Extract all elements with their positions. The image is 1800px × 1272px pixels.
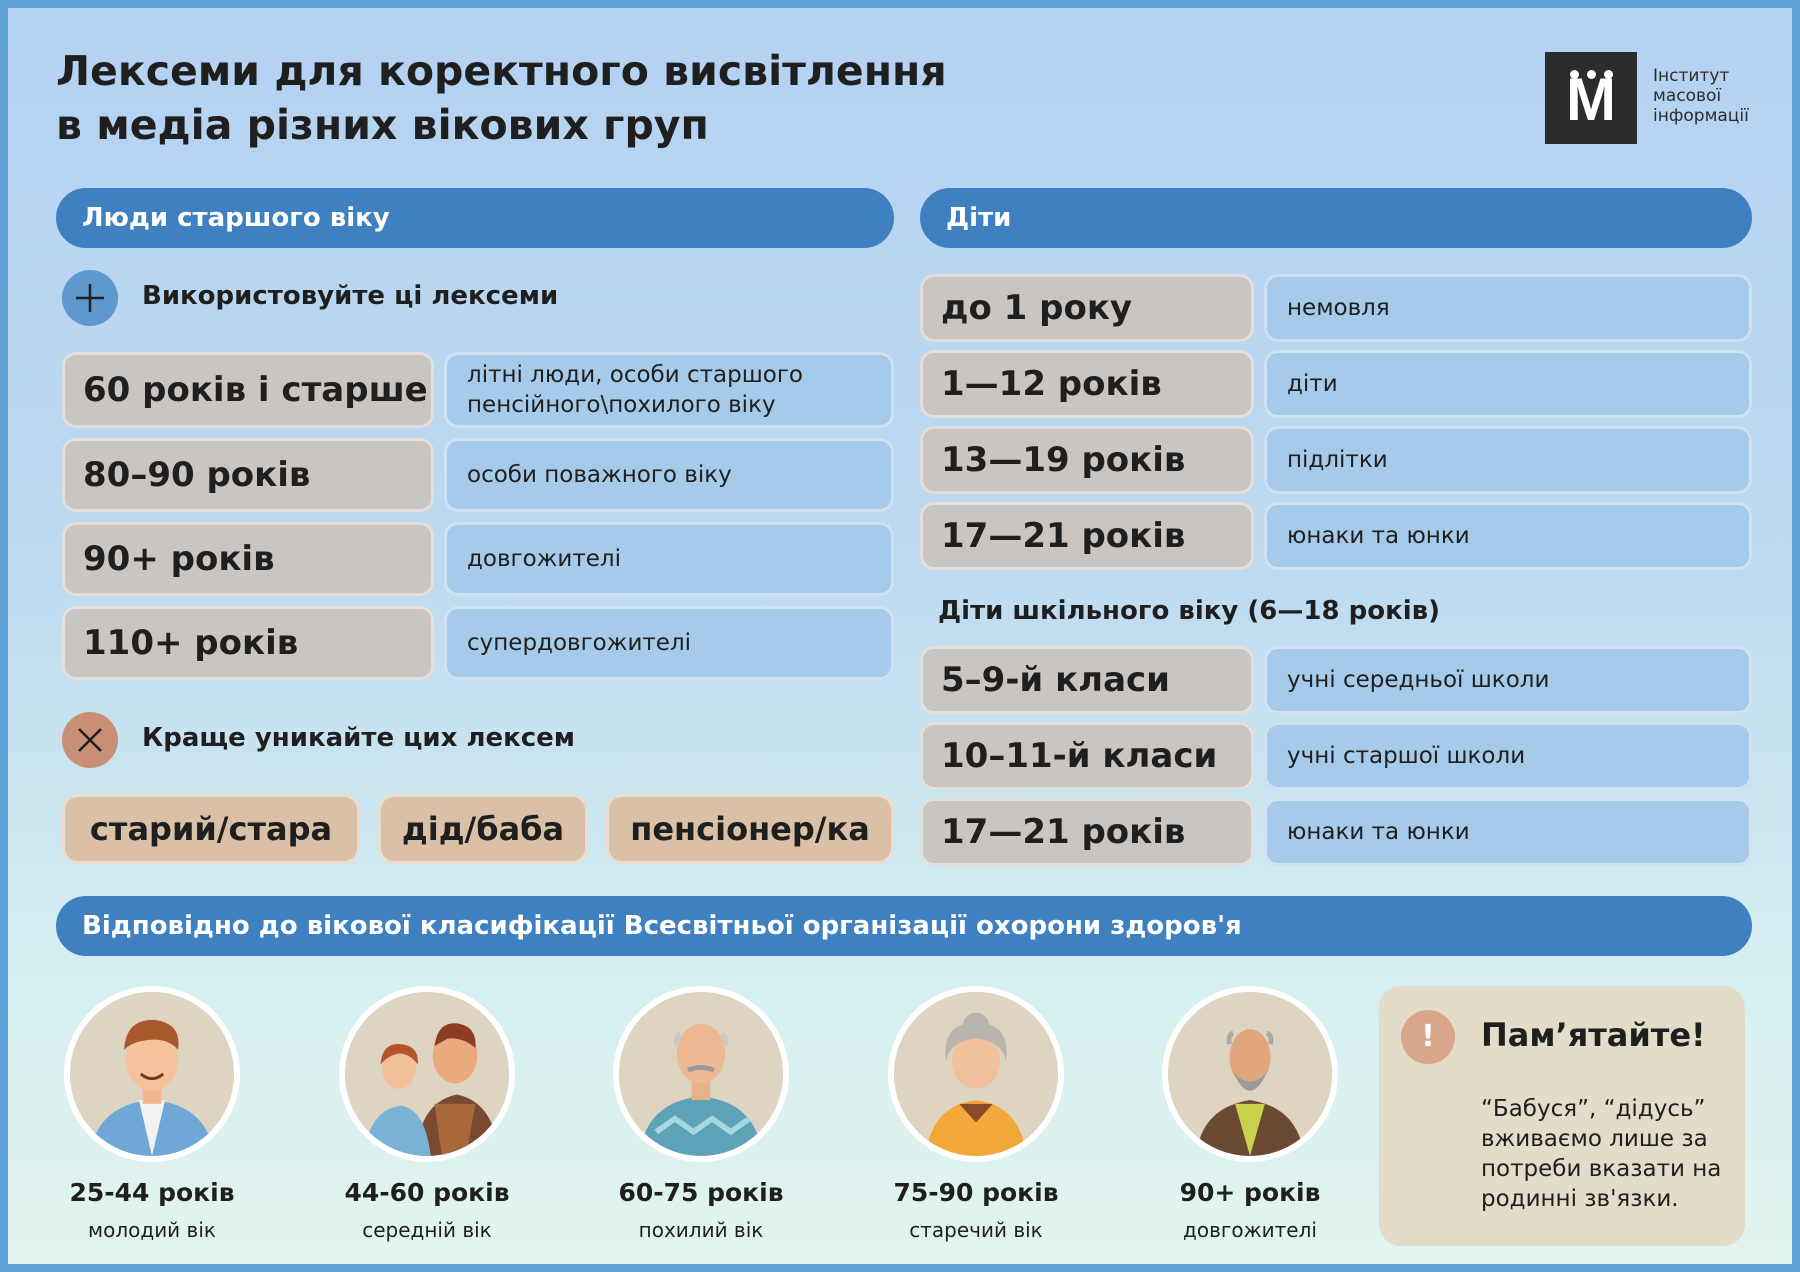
old-man-avatar (1162, 986, 1338, 1162)
elderly-age-cell: 110+ років (62, 606, 434, 680)
school-term-cell: юнаки та юнки (1264, 798, 1752, 866)
cross-icon (62, 712, 118, 768)
who-group-age: 90+ років (1179, 1178, 1321, 1207)
avoid-heading: Краще уникайте цих лексем (142, 723, 576, 753)
plus-icon (62, 270, 118, 326)
children-term-cell: немовля (1264, 274, 1752, 342)
children-term-cell: підлітки (1264, 426, 1752, 494)
who-heading: Відповідно до вікової класифікації Всесвітньої організації охорони здоров'я (56, 896, 1752, 956)
elderly-age-cell: 80–90 років (62, 438, 434, 512)
who-group-desc: середній вік (362, 1218, 492, 1242)
middle-aged-couple-avatar (339, 986, 515, 1162)
elderly-term-cell: супердовгожителі (444, 606, 894, 680)
who-group-desc: молодий вік (88, 1218, 216, 1242)
page-title (56, 44, 947, 152)
school-term-cell: учні старшої школи (1264, 722, 1752, 790)
who-group-age: 75-90 років (893, 1178, 1059, 1207)
who-group-desc: похилий вік (638, 1218, 764, 1242)
school-term-cell: учні середньої школи (1264, 646, 1752, 714)
elderly-man-avatar (613, 986, 789, 1162)
avoid-term: дід/баба (378, 794, 588, 864)
reminder-title: Пам’ятайте! (1481, 1016, 1706, 1054)
children-age-cell: до 1 року (920, 274, 1254, 342)
elderly-age-cell: 60 років і старше (62, 352, 434, 428)
children-age-cell: 13—19 років (920, 426, 1254, 494)
elderly-age-cell: 90+ років (62, 522, 434, 596)
school-heading: Діти шкільного віку (6—18 років) (938, 596, 1440, 626)
who-group-desc: старечий вік (909, 1218, 1043, 1242)
elderly-term-cell: особи поважного віку (444, 438, 894, 512)
school-age-cell: 17—21 років (920, 798, 1254, 866)
elderly-heading: Люди старшого віку (56, 188, 894, 248)
avoid-term: пенсіонер/ка (606, 794, 894, 864)
school-age-cell: 5–9-й класи (920, 646, 1254, 714)
exclamation-icon: ! (1401, 1010, 1455, 1064)
elderly-woman-avatar (888, 986, 1064, 1162)
children-term-cell: діти (1264, 350, 1752, 418)
children-term-cell: юнаки та юнки (1264, 502, 1752, 570)
young-man-avatar (64, 986, 240, 1162)
logo-letter: М (1566, 66, 1616, 133)
who-group-desc: довгожителі (1183, 1218, 1317, 1242)
reminder-text: “Бабуся”, “дідусь” вживаємо лише за потреби вказати на родинні зв'язки. (1481, 1096, 1722, 1212)
logo-caption (1653, 66, 1749, 126)
title-line-1: Лексеми для коректного висвітлення (56, 47, 947, 95)
who-group-age: 60-75 років (618, 1178, 784, 1207)
logo-caption-line: інформації (1653, 106, 1749, 126)
children-age-cell: 17—21 років (920, 502, 1254, 570)
school-age-cell: 10–11-й класи (920, 722, 1254, 790)
elderly-term-cell: літні люди, особи старшого пенсійного\похилого віку (444, 352, 894, 428)
children-age-cell: 1—12 років (920, 350, 1254, 418)
elderly-term-cell: довгожителі (444, 522, 894, 596)
imi-logo (1545, 52, 1637, 144)
avoid-term: старий/стара (62, 794, 360, 864)
who-group-age: 25-44 років (69, 1178, 235, 1207)
children-heading: Діти (920, 188, 1752, 248)
reminder-box (1379, 986, 1745, 1246)
use-heading: Використовуйте ці лексеми (142, 281, 559, 311)
title-line-2: в медіа різних вікових груп (56, 101, 709, 149)
logo-caption-line: масової (1653, 86, 1722, 106)
logo-caption-line: Інститут (1653, 66, 1730, 86)
who-group-age: 44-60 років (344, 1178, 510, 1207)
